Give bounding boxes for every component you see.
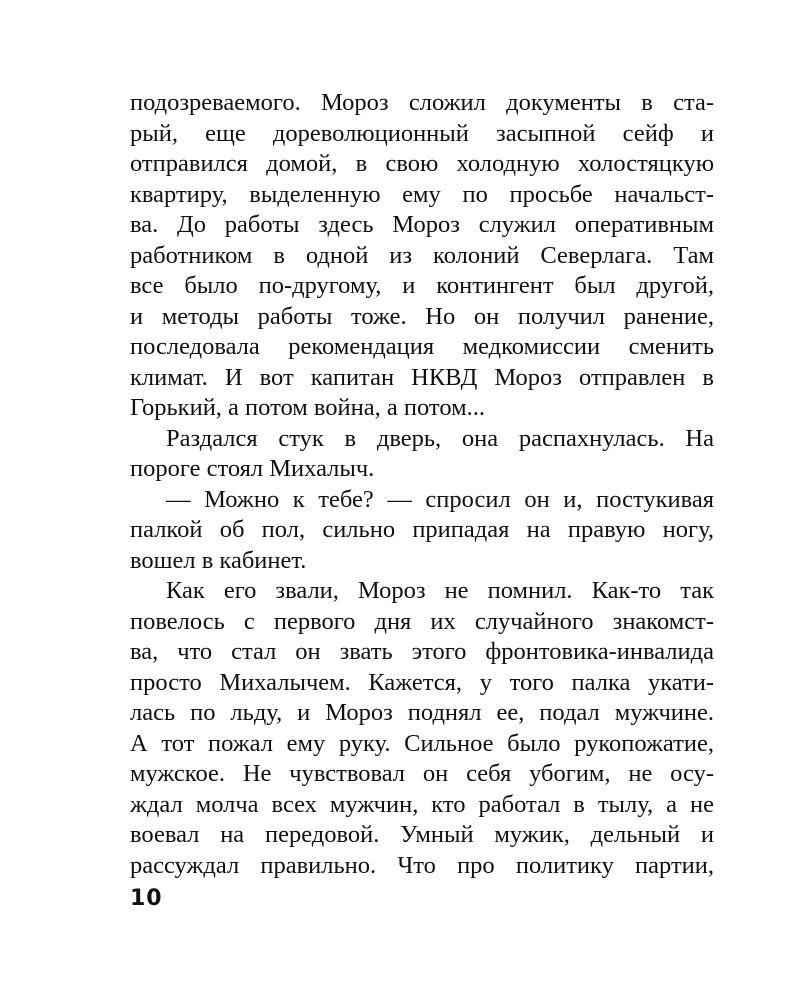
text-line: — Можно к тебе? — спросил он и, постукивая xyxy=(166,485,714,513)
text-line: ва, что стал он звать этого фронтовика-инвалида xyxy=(130,638,714,665)
text-line: Как его звали, Мороз не помнил. Как-то так xyxy=(166,577,714,604)
text-line: воевал на передовой. Умный мужик, дельный и xyxy=(130,821,714,848)
text-line: рассуждал правильно. Что про политику партии, xyxy=(130,851,714,879)
text-line: климат. И вот капитан НКВД Мороз отправлен в xyxy=(130,363,714,391)
text-line: лась по льду, и Мороз поднял ее, подал мужчине. xyxy=(130,699,714,726)
text-line: последовала рекомендация медкомиссии сменить xyxy=(130,333,714,360)
text-line: мужское. Не чувствовал он себя убогим, не осу- xyxy=(130,760,714,787)
text-line: отправился домой, в свою холодную холостяцкую xyxy=(130,150,714,177)
text-line: ждал молча всех мужчин, кто работал в тылу, а не xyxy=(130,790,714,818)
text-line: подозреваемого. Мороз сложил документы в ста- xyxy=(130,89,714,116)
text-line: Горький, а потом война, а потом... xyxy=(130,394,485,421)
text-line: рый, еще дореволюционный засыпной сейф и xyxy=(130,119,714,147)
text-line: палкой об пол, сильно припадая на правую ногу, xyxy=(130,516,714,543)
text-line: работником в одной из колоний Северлага. Там xyxy=(130,241,714,269)
text-line: ва. До работы здесь Мороз служил оперативным xyxy=(130,211,714,238)
text-line: Раздался стук в дверь, она распахнулась. На xyxy=(166,424,714,452)
text-line: все было по-другому, и контингент был другой, xyxy=(130,272,714,299)
text-line: вошел в кабинет. xyxy=(130,546,307,574)
text-line: просто Михалычем. Кажется, у того палка укати- xyxy=(130,668,714,696)
text-line: квартиру, выделенную ему по просьбе начальст- xyxy=(130,180,714,208)
text-line: пороге стоял Михалыч. xyxy=(130,455,375,482)
page-number: 10 xyxy=(130,886,163,911)
body-text xyxy=(130,88,714,881)
text-line: А тот пожал ему руку. Сильное было рукопожатие, xyxy=(130,729,714,757)
text-line: и методы работы тоже. Но он получил ранение, xyxy=(130,302,714,330)
text-line: повелось с первого дня их случайного знакомст- xyxy=(130,607,714,635)
